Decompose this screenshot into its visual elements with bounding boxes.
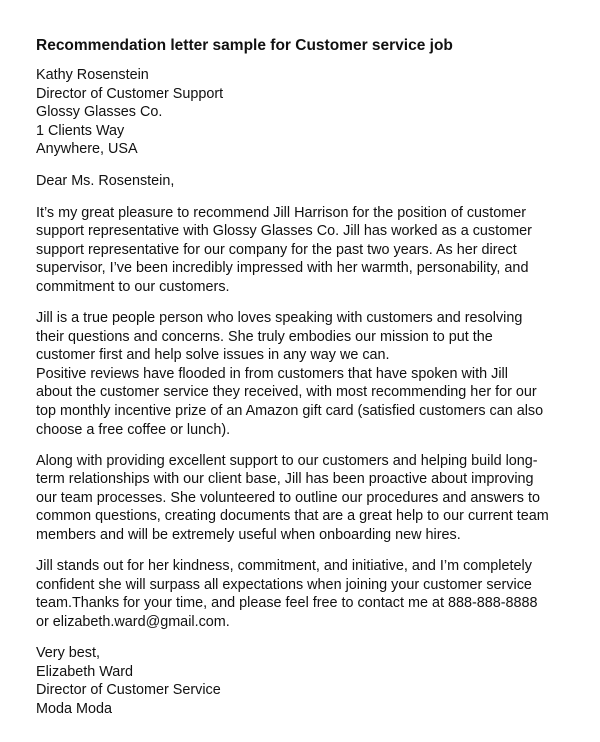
paragraph-line: confident she will surpass all expectations when joining your customer service xyxy=(36,576,532,593)
salutation-text: Dear Ms. Rosenstein, xyxy=(36,172,175,189)
paragraph-processes xyxy=(36,452,584,545)
paragraph-line: Along with providing excellent support to our customers and helping build long- xyxy=(36,452,538,469)
recipient-position: Director of Customer Support xyxy=(36,85,224,102)
closing-signature xyxy=(36,644,584,718)
signer-position: Director of Customer Service xyxy=(36,682,221,699)
paragraph-line: choose a free coffee or lunch). xyxy=(36,421,231,438)
paragraph-line: Jill is a true people person who loves speaking with customers and resolving xyxy=(36,310,523,327)
recipient-address xyxy=(36,66,584,159)
paragraph-line: Jill stands out for her kindness, commitment, and initiative, and I’m completely xyxy=(36,558,532,575)
paragraph-line: about the customer service they received, with most recommending her for our xyxy=(36,384,537,401)
paragraph-line: their questions and concerns. She truly embodies our mission to put the xyxy=(36,328,493,345)
paragraph-line: supervisor, I’ve been incredibly impressed with her warmth, personability, and xyxy=(36,260,529,277)
document-title: Recommendation letter sample for Customer service job xyxy=(36,37,453,54)
sign-off: Very best, xyxy=(36,645,100,662)
paragraph-line: top monthly incentive prize of an Amazon gift card (satisfied customers can also xyxy=(36,403,544,419)
paragraph-line: support representative for our company for the past two years. As her direct xyxy=(36,241,517,258)
paragraph-line: support representative with Glossy Glasses Co. Jill has worked as a customer xyxy=(36,223,532,240)
paragraph-line: customer first and help solve issues in any way we can. xyxy=(36,347,390,364)
recipient-company: Glossy Glasses Co. xyxy=(36,104,163,121)
paragraph-people-person xyxy=(36,309,584,365)
paragraph-line: It’s my great pleasure to recommend Jill Harrison for the position of customer xyxy=(36,204,527,221)
recipient-street: 1 Clients Way xyxy=(36,122,125,139)
paragraph-line: members and will be extremely useful when onboarding new hires. xyxy=(36,527,461,544)
paragraph-line: common questions, creating documents that are a great help to our current team xyxy=(36,508,549,525)
signer-name: Elizabeth Ward xyxy=(36,663,134,680)
paragraph-reviews xyxy=(36,365,584,439)
signer-company: Moda Moda xyxy=(36,700,112,717)
paragraph-line: Positive reviews have flooded in from customers that have spoken with Jill xyxy=(36,365,508,382)
paragraph-line: or elizabeth.ward@gmail.com. xyxy=(36,613,230,630)
salutation xyxy=(36,172,584,191)
paragraph-line: commitment to our customers. xyxy=(36,278,230,295)
paragraph-line: term relationships with our client base, Jill has been proactive about improving xyxy=(36,471,534,488)
paragraph-recommendation xyxy=(36,204,584,297)
paragraph-conclusion xyxy=(36,557,584,631)
recipient-name: Kathy Rosenstein xyxy=(36,67,149,83)
paragraph-line: our team processes. She volunteered to outline our procedures and answers to xyxy=(36,489,540,506)
paragraph-line: team.Thanks for your time, and please feel free to contact me at 888-888-8888 xyxy=(36,595,538,612)
letter-page xyxy=(36,36,584,731)
recipient-city: Anywhere, USA xyxy=(36,141,138,158)
